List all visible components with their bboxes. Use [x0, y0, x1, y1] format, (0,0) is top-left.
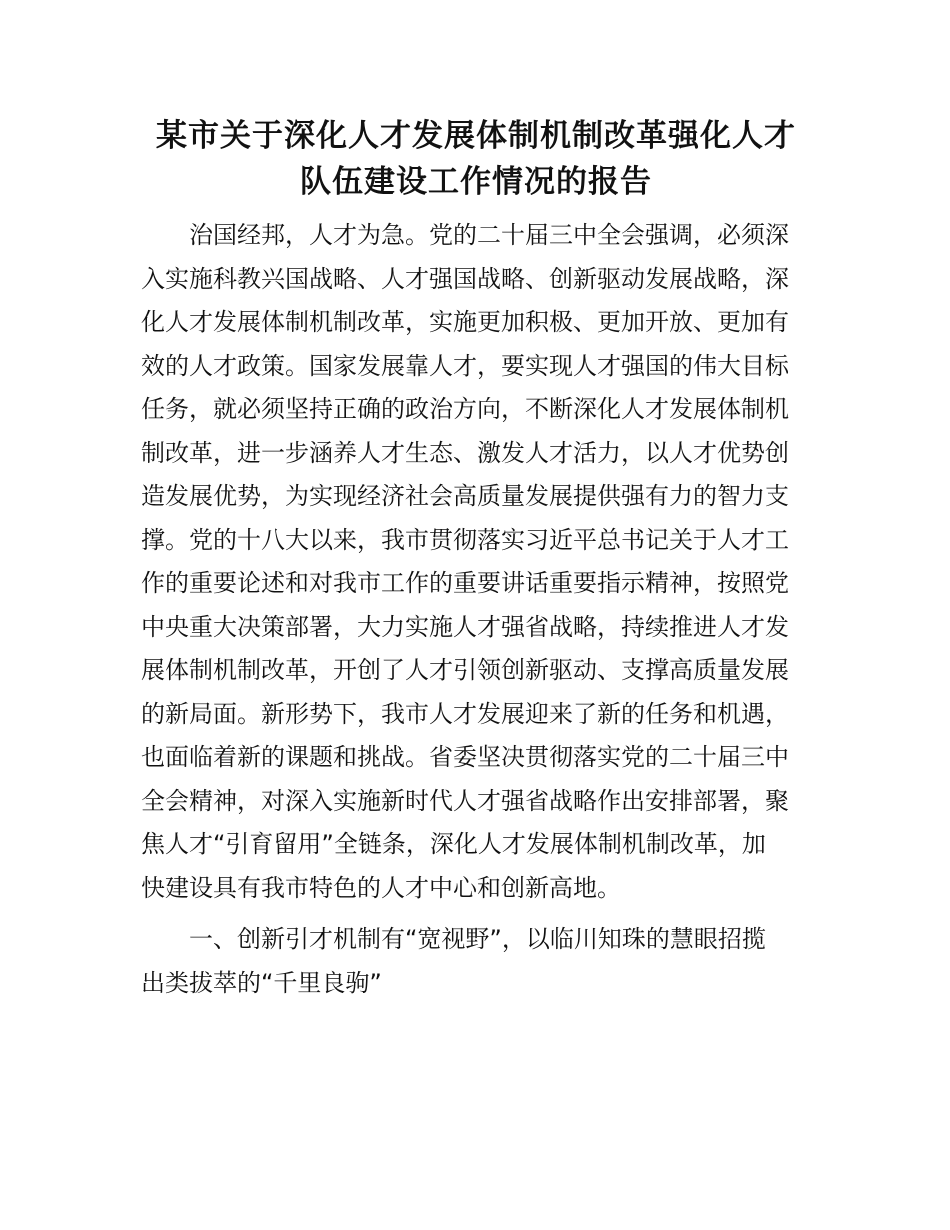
text-line: 效的人才政策。国家发展靠人才，要实现人才强国的伟大目标 [141, 351, 789, 380]
text-line: 入实施科教兴国战略、人才强国战略、创新驱动发展战略，深 [141, 264, 789, 293]
text-line: 治国经邦，人才为急。党的二十届三中全会强调，必须深 [141, 221, 789, 249]
text-line: 任务，就必须坚持正确的政治方向，不断深化人才发展体制机 [141, 395, 789, 423]
text-line: 全会精神，对深入实施新时代人才强省战略作出安排部署，聚 [141, 786, 789, 815]
text-line: 作的重要论述和对我市工作的重要讲话重要指示精神，按照党 [141, 569, 789, 597]
text-line: 撑。党的十八大以来，我市贯彻落实习近平总书记关于人才工 [141, 525, 789, 554]
text-line: 的新局面。新形势下，我市人才发展迎来了新的任务和机遇， [141, 699, 789, 728]
text-line: 焦人才“引育留用”全链条，深化人才发展体制机制改革，加 [141, 830, 766, 858]
text-line: 制改革，进一步涵养人才生态、激发人才活力，以人才优势创 [141, 438, 789, 467]
text-line: 造发展优势，为实现经济社会高质量发展提供强有力的智力支 [141, 482, 789, 510]
section-heading-paragraph [141, 918, 813, 1005]
text-line: 展体制机制改革，开创了人才引领创新驱动、支撑高质量发展 [141, 656, 789, 684]
document-title [140, 113, 812, 205]
text-line: 化人才发展体制机制改革，实施更加积极、更加开放、更加有 [141, 308, 789, 336]
text-line: 中央重大决策部署，大力实施人才强省战略，持续推进人才发 [141, 612, 789, 641]
text-line: 一、创新引才机制有“宽视野”，以临川知珠的慧眼招揽 [141, 925, 766, 953]
text-line: 也面临着新的课题和挑战。省委坚决贯彻落实党的二十届三中 [141, 743, 789, 771]
text-line: 出类拔萃的“千里良驹” [141, 968, 382, 997]
title-line: 某市关于深化人才发展体制机制改革强化人才 [156, 118, 796, 154]
text-line: 快建设具有我市特色的人才中心和创新高地。 [141, 873, 621, 902]
intro-paragraph [141, 214, 813, 910]
title-line: 队伍建设工作情况的报告 [300, 164, 652, 200]
